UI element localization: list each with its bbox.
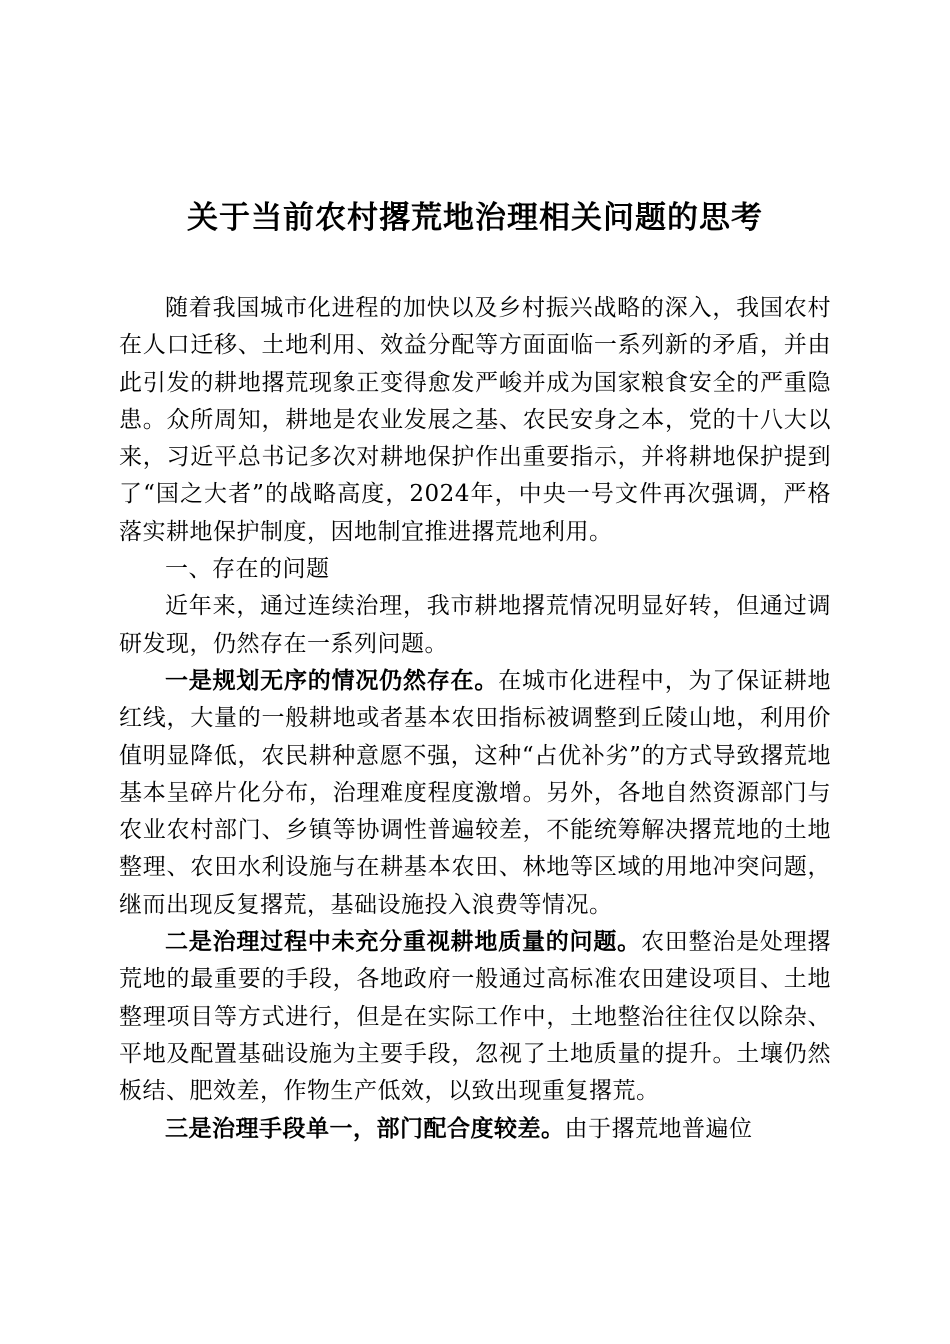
point-text: 由于撂荒地普遍位	[564, 1115, 753, 1142]
point-lead: 三是治理手段单一，部门配合度较差。	[165, 1115, 565, 1142]
point-paragraph-2	[119, 924, 831, 1110]
point-paragraph-1	[119, 663, 831, 924]
document-title: 关于当前农村撂荒地治理相关问题的思考	[187, 200, 763, 236]
point-paragraph-3	[119, 1111, 831, 1148]
intro-paragraph: 随着我国城市化进程的加快以及乡村振兴战略的深入，我国农村在人口迁移、土地利用、效益分配等方面面临一系列新的矛盾，并由此引发的耕地撂荒现象正变得愈发严峻并成为国家粮食安全的严重隐患。众所周知，耕地是农业发展之基、农民安身之本，党的十八大以来，习近平总书记多次对耕地保护作出重要指示，并将耕地保护提到了“国之大者”的战略高度，2024年，中央一号文件再次强调，严格落实耕地保护制度，因地制宜推进撂荒地利用。	[119, 295, 831, 545]
section-heading: 一、存在的问题	[165, 556, 330, 583]
point-text: 在城市化进程中，为了保证耕地红线，大量的一般耕地或者基本农田指标被调整到丘陵山地，利用价值明显降低，农民耕种意愿不强，这种“占优补劣”的方式导致撂荒地基本呈碎片化分布，治理难度程度激增。另外，各地自然资源部门与农业农村部门、乡镇等协调性普遍较差，不能统筹解决撂荒地的土地整理、农田水利设施与在耕基本农田、林地等区域的用地冲突问题，继而出现反复撂荒，基础设施投入浪费等情况。	[119, 667, 832, 918]
point-lead: 二是治理过程中未充分重视耕地质量的问题。	[165, 929, 641, 956]
section-intro-paragraph: 近年来，通过连续治理，我市耕地撂荒情况明显好转，但通过调研发现，仍然存在一系列问题。	[119, 593, 831, 657]
document-body	[119, 290, 831, 1148]
point-lead: 一是规划无序的情况仍然存在。	[165, 667, 499, 694]
point-text: 农田整治是处理撂荒地的最重要的手段，各地政府一般通过高标准农田建设项目、土地整理项目等方式进行，但是在实际工作中，土地整治往往仅以除杂、平地及配置基础设施为主要手段，忽视了土地质量的提升。土壤仍然板结、肥效差，作物生产低效，以致出现重复撂荒。	[119, 929, 832, 1105]
